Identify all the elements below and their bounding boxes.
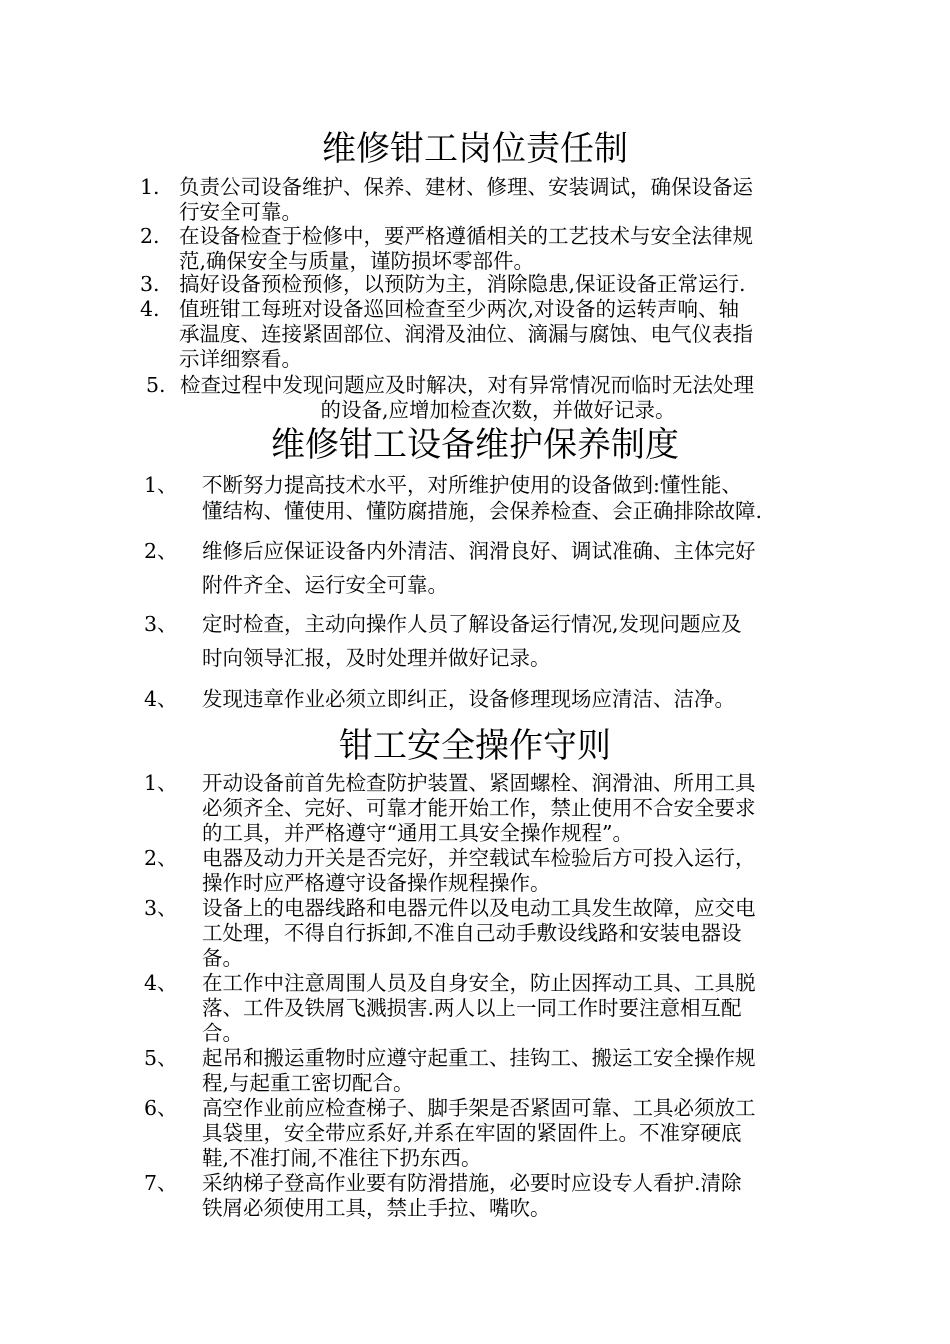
item-text: 发现违章作业必须立即纠正，设备修理现场应清洁、洁净。	[202, 687, 735, 711]
list-item	[144, 607, 814, 675]
list-item	[144, 682, 814, 716]
item-text: 高空作业前应检查梯子、脚手架是否紧固可靠、工具必须放工	[202, 1096, 756, 1120]
item-number: 1.	[140, 175, 160, 199]
list-item	[146, 373, 816, 423]
item-text: 合。	[202, 1021, 243, 1045]
list-item	[140, 272, 810, 297]
item-text: 负责公司设备维护、保养、建材、修理、安装调试，确保设备运	[179, 175, 753, 199]
list-item	[140, 224, 810, 274]
item-number: 2.	[140, 224, 160, 248]
item-number: 1、	[144, 473, 178, 497]
list-item	[144, 846, 814, 896]
item-number: 3、	[144, 896, 178, 920]
item-text: 工处理，不得自行拆卸,不准自己动手敷设线路和安装电器设	[202, 921, 742, 945]
item-number: 2、	[144, 846, 178, 870]
list-item	[144, 1171, 814, 1221]
item-text: 的工具，并严格遵守“通用工具安全操作规程”。	[202, 821, 633, 845]
item-text: 在设备检查于检修中，要严格遵循相关的工艺技术与安全法律规	[179, 224, 753, 248]
item-text: 值班钳工每班对设备巡回检查至少两次,对设备的运转声响、轴	[179, 297, 740, 321]
item-number: 6、	[144, 1096, 178, 1120]
item-text: 起吊和搬运重物时应遵守起重工、挂钩工、搬运工安全操作规	[202, 1046, 756, 1070]
list-item	[144, 1046, 814, 1096]
item-number: 4、	[144, 971, 178, 995]
item-text: 搞好设备预检预修，以预防为主，消除隐患,保证设备正常运行.	[179, 272, 746, 296]
item-text: 的设备,应增加检查次数，并做好记录。	[320, 398, 676, 422]
item-text: 懂结构、懂使用、懂防腐措施，会保养检查、会正确排除故障.	[202, 499, 763, 523]
section-title-responsibility: 维修钳工岗位责任制	[322, 129, 628, 169]
item-number: 4、	[144, 687, 178, 711]
item-text: 操作时应严格遵守设备操作规程操作。	[202, 871, 551, 895]
section-title-safety: 钳工安全操作守则	[339, 726, 611, 766]
item-text: 必须齐全、完好、可靠才能开始工作，禁止使用不合安全要求	[202, 796, 756, 820]
section-title-maintenance: 维修钳工设备维护保养制度	[271, 425, 679, 465]
list-item	[144, 896, 814, 971]
list-item	[144, 771, 814, 846]
item-number: 4.	[140, 297, 160, 321]
item-text: 落、工件及铁屑飞溅损害.两人以上一同工作时要注意相互配	[202, 996, 742, 1020]
list-item	[144, 1096, 814, 1171]
item-text: 定时检查，主动向操作人员了解设备运行情况,发现问题应及	[202, 612, 742, 636]
item-number: 1、	[144, 771, 178, 795]
item-number: 3、	[144, 612, 178, 636]
item-text: 附件齐全、运行安全可靠。	[202, 573, 448, 597]
item-text: 铁屑必须使用工具，禁止手拉、嘴吹。	[202, 1196, 551, 1220]
item-text: 示详细察看。	[179, 347, 302, 371]
item-text: 具袋里，安全带应系好,并系在牢固的紧固件上。不准穿硬底	[202, 1121, 742, 1145]
list-item	[144, 971, 814, 1046]
item-text: 备。	[202, 946, 243, 970]
item-text: 程,与起重工密切配合。	[202, 1071, 414, 1095]
item-text: 鞋,不准打闹,不准往下扔东西。	[202, 1146, 482, 1170]
item-text: 在工作中注意周围人员及自身安全，防止因挥动工具、工具脱	[202, 971, 756, 995]
item-number: 5、	[144, 1046, 178, 1070]
item-number: 5.	[146, 373, 166, 397]
item-text: 开动设备前首先检查防护装置、紧固螺栓、润滑油、所用工具	[202, 771, 756, 795]
item-number: 7、	[144, 1171, 178, 1195]
item-text: 范,确保安全与质量，谨防损坏零部件。	[179, 249, 535, 273]
item-text: 时向领导汇报，及时处理并做好记录。	[202, 646, 551, 670]
list-item	[144, 472, 814, 524]
item-text: 检查过程中发现问题应及时解决，对有异常情况而临时无法处理	[180, 373, 754, 397]
item-text: 电器及动力开关是否完好，并空载试车检验后方可投入运行，	[202, 846, 756, 870]
item-text: 不断努力提高技术水平，对所维护使用的设备做到:懂性能、	[202, 473, 742, 497]
item-text: 设备上的电器线路和电器元件以及电动工具发生故障，应交电	[202, 896, 756, 920]
list-item	[140, 297, 810, 372]
list-item	[140, 175, 810, 225]
item-number: 3.	[140, 272, 160, 296]
item-number: 2、	[144, 539, 178, 563]
item-text: 承温度、连接紧固部位、润滑及油位、滴漏与腐蚀、电气仪表指	[179, 322, 753, 346]
list-item	[144, 534, 814, 602]
item-text: 采纳梯子登高作业要有防滑措施，必要时应设专人看护.清除	[202, 1171, 742, 1195]
item-text: 行安全可靠。	[179, 200, 302, 224]
item-text: 维修后应保证设备内外清洁、润滑良好、调试准确、主体完好	[202, 539, 756, 563]
